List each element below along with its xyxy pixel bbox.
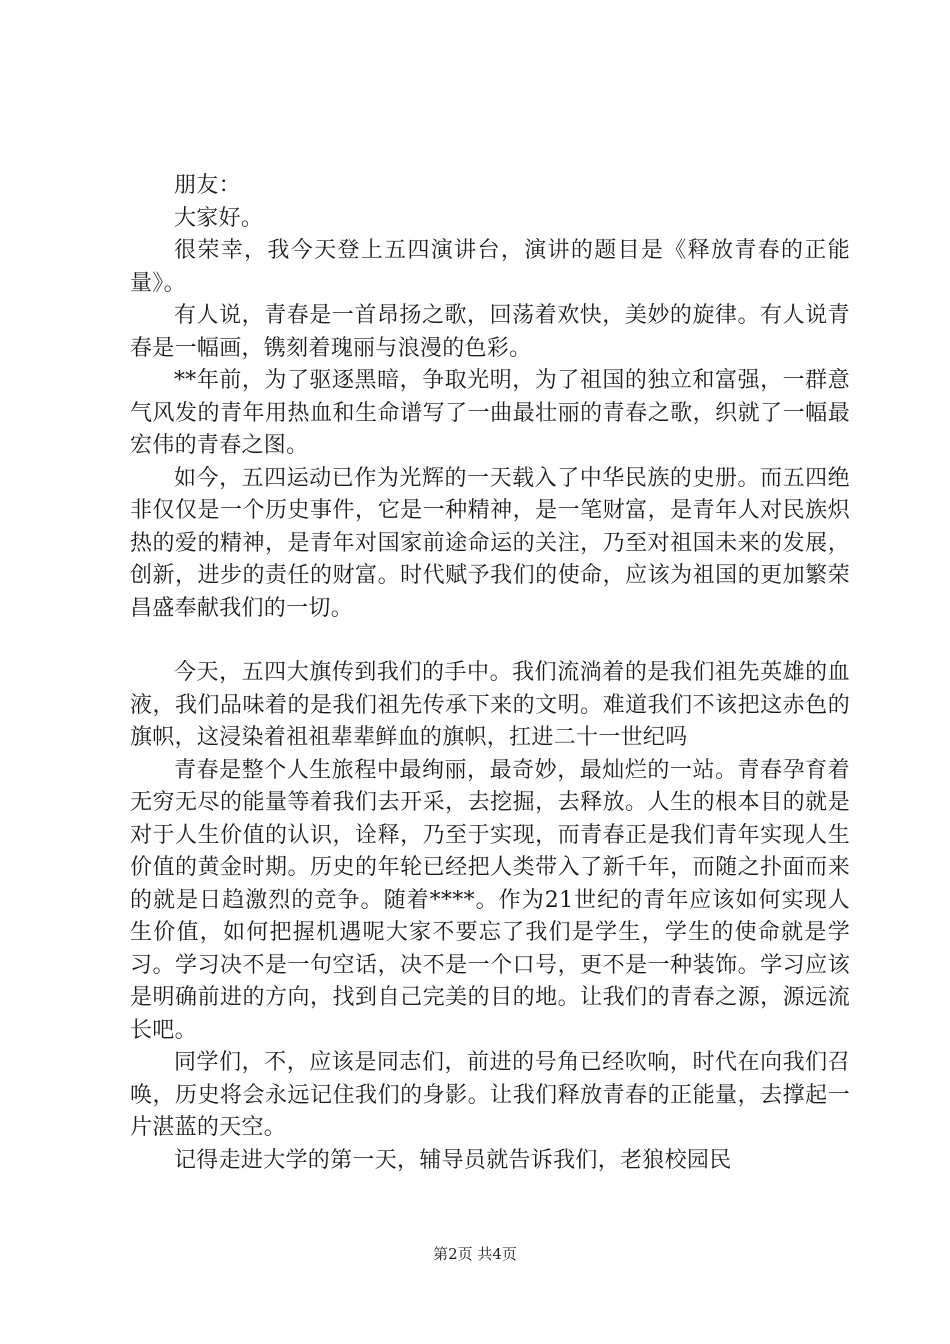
paragraph-youth-song: 有人说，青春是一首昂扬之歌，回荡着欢快，美妙的旋律。有人说青春是一幅画，镌刻着瑰丽与浪漫的色彩。 [130,303,850,361]
paragraph-hello: 大家好。 [174,205,264,231]
paragraph-spacer [130,625,850,657]
paragraph-first-day: 记得走进大学的第一天，辅导员就告诉我们，老狼校园民 [174,1147,732,1173]
paragraph-comrades: 同学们，不，应该是同志们，前进的号角已经吹响，时代在向我们召唤，历史将会永远记住我们的身影。让我们释放青春的正能量，去撑起一片湛蓝的天空。 [130,1050,850,1140]
document-body [130,170,850,1177]
paragraph-intro: 很荣幸，我今天登上五四演讲台，演讲的题目是《释放青春的正能量》。 [130,238,850,296]
paragraph-may-fourth: 如今，五四运动已作为光辉的一天载入了中华民族的史册。而五四绝非仅仅是一个历史事件，它是一种精神，是一笔财富，是青年人对民族炽热的爱的精神，是青年对国家前途命运的关注，乃至对祖国未来的发展，创新，进步的责任的财富。时代赋予我们的使命，应该为祖国的更加繁荣昌盛奉献我们的一切。 [130,465,850,621]
paragraph-youth-journey: 青春是整个人生旅程中最绚丽，最奇妙，最灿烂的一站。青春孕育着无穷无尽的能量等着我们去开采，去挖掘，去释放。人生的根本目的就是对于人生价值的认识，诠释，乃至于实现，而青春正是我们青年实现人生价值的黄金时期。历史的年轮已经把人类带入了新千年，而随之扑面而来的就是日趋激烈的竞争。随着****。作为21世纪的青年应该如何实现人生价值，如何把握机遇呢大家不要忘了我们是学生，学生的使命就是学习。学习决不是一句空话，决不是一个口号，更不是一种装饰。学习应该是明确前进的方向，找到自己完美的目的地。让我们的青春之源，源远流长吧。 [130,757,850,1043]
paragraph-today: 今天，五四大旗传到我们的手中。我们流淌着的是我们祖先英雄的血液，我们品味着的是我们祖先传承下来的文明。难道我们不该把这赤色的旗帜，这浸染着祖祖辈辈鲜血的旗帜，扛进二十一世纪吗 [130,660,850,750]
paragraph-history: **年前，为了驱逐黑暗，争取光明，为了祖国的独立和富强，一群意气风发的青年用热血和生命谱写了一曲最壮丽的青春之歌，织就了一幅最宏伟的青春之图。 [130,368,850,458]
page-number-footer: 第2页 共4页 [433,1245,517,1263]
paragraph-greeting: 朋友： [174,173,241,198]
